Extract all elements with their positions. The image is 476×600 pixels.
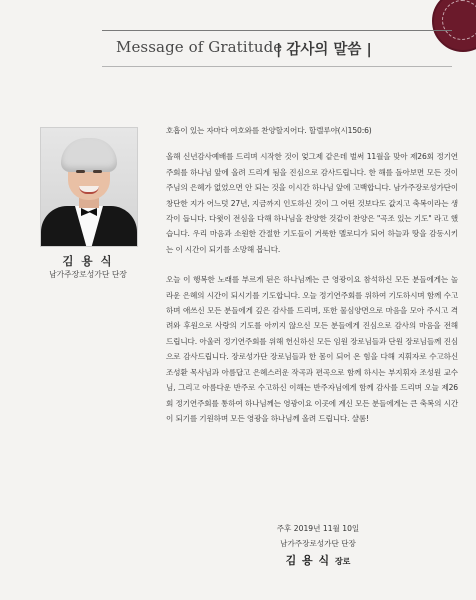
closing-org: 남가주장로성가단 단장 bbox=[280, 539, 356, 548]
signer-title: 장로 bbox=[334, 557, 351, 566]
header-title-en: Message of Gratitude bbox=[116, 38, 283, 56]
paragraph-2: 오늘 이 행복한 노래를 부르게 된은 하나님께는 큰 영광이요 참석하신 모든 분들에게는 놀라운 은혜의 시간이 되시기를 기도합니다. 오늘 정기연주회를 위하여 기도하시며 함께 수고하며 애쓰신 모든 분들에게 깊은 감사를 드리며, 또한 물심양면으로 마음을 모아 주시고 격려와 후원으로 사랑의 기도를 아끼지 않으신 모든 분들에게 진심으로 감사의 마음을 전해 드립니다. 아울러 정기연주회를 위해 헌신하신 모든 임원 장로님들과 단원 장로님들께 진심으로 감사드립니다. 장로성가단 장로님들과 한 몸이 되어 온 힘을 다해 지휘자로 수고하신 조성환 목사님과 아름답고 은혜스러운 작곡과 편곡으로 함께 하시는 부지휘자 조성원 교수님, 그리고 아름다운 반주로 수고하신 이해는 반주자님에게 함께 감사를 드리며 오늘 제26회 정기연주회를 통하여 하나님께는 영광이요 이곳에 계신 모든 분들에게는 큰 축복의 시간이 되기를 기원하며 모든 영광을 하나님께 올려 드립니다. 샬롬! bbox=[166, 275, 458, 423]
header-title-ko: | 감사의 말씀 | bbox=[276, 42, 372, 58]
closing-signature bbox=[228, 552, 408, 571]
seal-emblem bbox=[432, 0, 476, 52]
closing-block bbox=[228, 522, 408, 571]
profile-name: 김 용 식 bbox=[62, 254, 114, 268]
paragraph-1: 올해 신년감사예배를 드리며 시작한 것이 엊그제 같은데 벌써 11월을 맞아 제26회 정기연주회를 하나님 앞에 올려 드리게 됨을 진심으로 감사드립니다. 한 해를 돌아보면 모든 것이 주님의 은혜가 없었으면 안 되는 것을 이시간 하나님 앞에 고백합니다. 남가주장로성가단이 창단한 지가 어느덧 27년, 지금까지 인도하신 것이 그 어떤 것보다도 값지고 축복이라는 생각이 듭니다. 다윗이 전심을 다해 하나님을 찬양한 것같이 찬양은 "곡조 있는 기도" 라고 했습니다. 우리 마음과 소원한 간절한 기도들이 거룩한 멜로디가 되어 하늘과 땅을 감동시키는 이 시간이 되기를 소망해 봅니다. bbox=[166, 152, 458, 254]
portrait-photo bbox=[40, 127, 138, 247]
header-top-rule bbox=[102, 30, 452, 31]
closing-date: 주후 2019년 11월 10일 bbox=[276, 524, 360, 533]
profile-role: 남가주장로성가단 단장 bbox=[49, 270, 127, 279]
header-bottom-rule bbox=[102, 66, 452, 67]
message-body bbox=[166, 123, 458, 441]
bible-verse: 호흡이 있는 자마다 여호와를 찬양할지어다. 할렐루야(시150:6) bbox=[166, 126, 372, 135]
signer-name: 김 용 식 bbox=[285, 554, 331, 567]
